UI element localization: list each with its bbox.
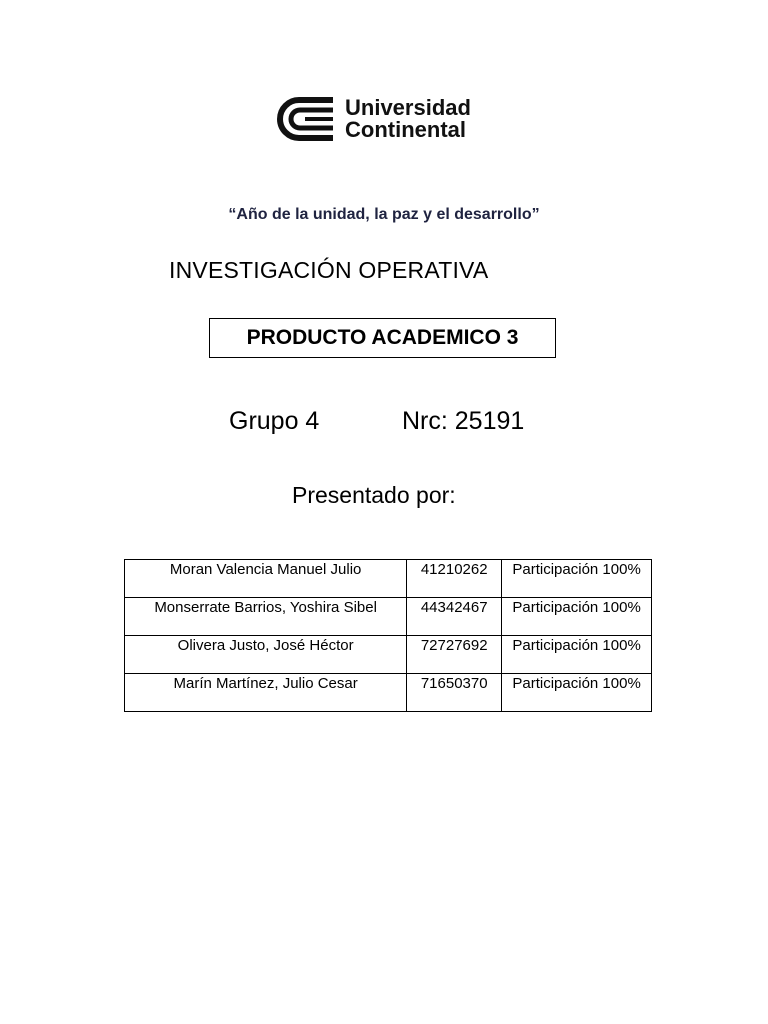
university-name-line1: Universidad xyxy=(345,95,471,120)
table-row xyxy=(125,560,652,598)
nrc-label: Nrc: 25191 xyxy=(402,407,525,435)
member-participation: Participación 100% xyxy=(502,674,652,712)
table-row xyxy=(125,674,652,712)
table-row xyxy=(125,636,652,674)
course-title: INVESTIGACIÓN OPERATIVA xyxy=(169,257,489,283)
group-label: Grupo 4 xyxy=(229,407,320,435)
product-title: PRODUCTO ACADEMICO 3 xyxy=(246,326,519,349)
member-participation: Participación 100% xyxy=(502,560,652,598)
university-name xyxy=(345,97,471,141)
university-logo xyxy=(275,96,471,142)
member-code: 44342467 xyxy=(407,598,502,636)
table-row xyxy=(125,598,652,636)
members-table xyxy=(124,559,652,712)
member-code: 41210262 xyxy=(407,560,502,598)
continental-logo-icon xyxy=(275,96,335,142)
member-participation: Participación 100% xyxy=(502,636,652,674)
member-code: 72727692 xyxy=(407,636,502,674)
university-name-line2: Continental xyxy=(345,117,466,142)
member-name: Moran Valencia Manuel Julio xyxy=(125,560,407,598)
member-name: Monserrate Barrios, Yoshira Sibel xyxy=(125,598,407,636)
presented-by-label: Presentado por: xyxy=(292,482,456,508)
member-name: Olivera Justo, José Héctor xyxy=(125,636,407,674)
member-code: 71650370 xyxy=(407,674,502,712)
member-participation: Participación 100% xyxy=(502,598,652,636)
product-title-box xyxy=(209,318,556,358)
year-motto: “Año de la unidad, la paz y el desarrollo” xyxy=(228,206,540,223)
member-name: Marín Martínez, Julio Cesar xyxy=(125,674,407,712)
